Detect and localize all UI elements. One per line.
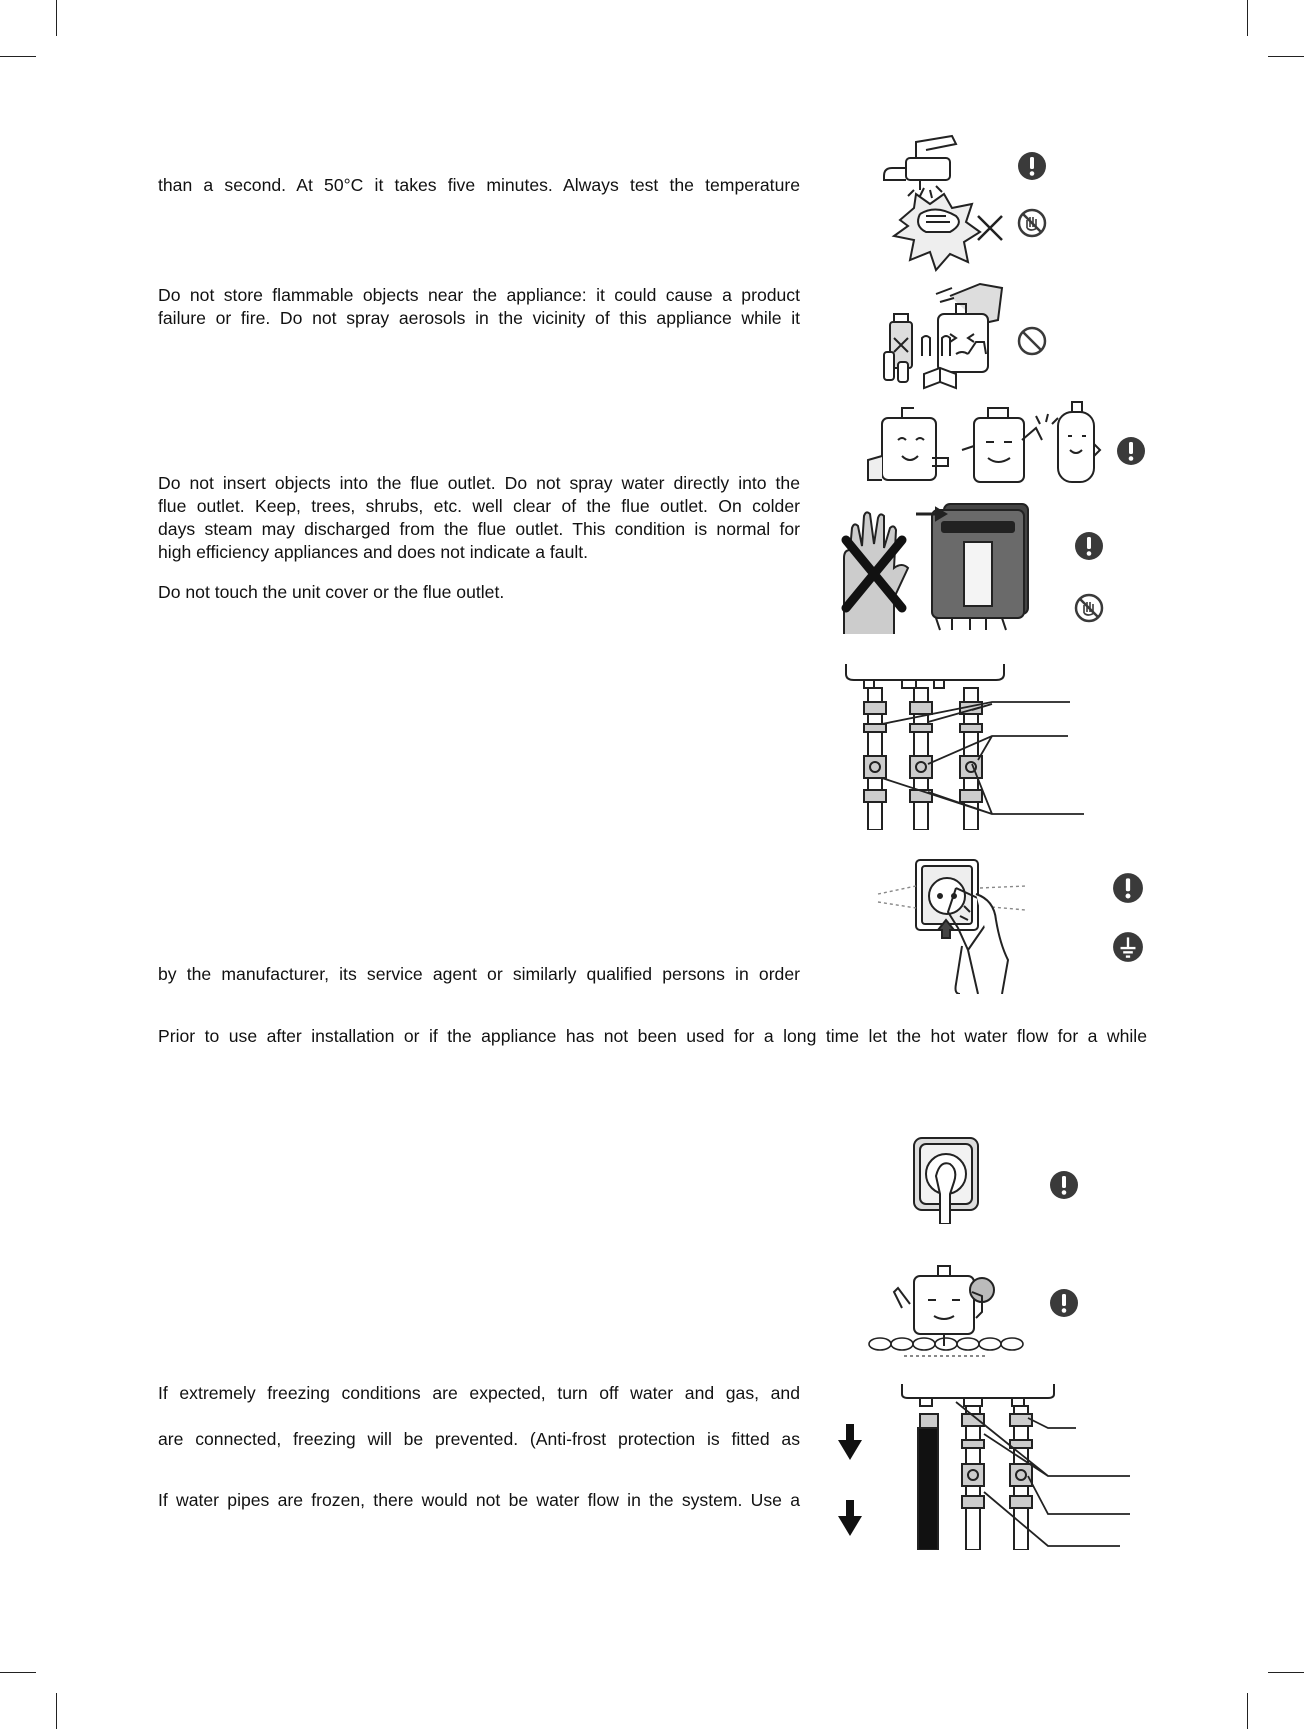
flue-warning-line1: Do not insert objects into the flue outlet. Do not spray water directly into the xyxy=(158,473,800,493)
caution-icon xyxy=(1017,151,1047,181)
crop-mark-bottom-right-v xyxy=(1247,1693,1248,1729)
faucet-scald-illustration xyxy=(880,128,1030,280)
down-arrow-2 xyxy=(838,1500,862,1536)
flue-warning-line4: high efficiency appliances and does not indicate a fault. xyxy=(158,542,589,562)
hand-flue-illustration xyxy=(836,498,1036,634)
crop-mark-bottom-left-h xyxy=(0,1672,36,1673)
no-touch-icon xyxy=(1074,593,1104,623)
crop-mark-top-right-h xyxy=(1268,56,1304,57)
caution-icon xyxy=(1074,531,1104,561)
caution-icon xyxy=(1049,1288,1079,1318)
caution-icon xyxy=(1112,872,1144,904)
cartoon-heater-pipes-illustration xyxy=(864,1262,1024,1358)
frozen-pipes-text: If water pipes are frozen, there would not be water flow in the system. Use a xyxy=(158,1490,800,1510)
prohibited-icon xyxy=(1017,326,1047,356)
ground-icon xyxy=(1112,931,1144,963)
crop-mark-top-right-v xyxy=(1247,0,1248,36)
down-arrow-1 xyxy=(838,1424,862,1460)
anti-frost-text: are connected, freezing will be prevented. (Anti-frost protection is fitted as xyxy=(158,1429,800,1449)
flammable-warning-line1: Do not store flammable objects near the appliance: it could cause a product xyxy=(158,285,800,305)
no-touch-icon xyxy=(1017,208,1047,238)
scald-warning-text: than a second. At 50°C it takes five minutes. Always test the temperature xyxy=(158,175,800,195)
plug-outlet-illustration xyxy=(910,1134,986,1224)
flammable-objects-illustration xyxy=(880,280,1010,392)
cartoon-heaters-illustration xyxy=(862,400,1102,486)
freezing-text: If extremely freezing conditions are expected, turn off water and gas, and xyxy=(158,1383,800,1403)
crop-mark-bottom-right-h xyxy=(1268,1672,1304,1673)
flue-warning-line2: flue outlet. Keep, trees, shrubs, etc. well clear of the flue outlet. On colder xyxy=(158,496,800,516)
crop-mark-top-left-v xyxy=(56,0,57,36)
pipe-valve-diagram xyxy=(842,664,1088,830)
caution-icon xyxy=(1116,436,1146,466)
plug-socket-illustration xyxy=(876,854,1026,994)
flue-warning-line3: days steam may discharged from the flue outlet. This condition is normal for xyxy=(158,519,800,539)
caution-icon xyxy=(1049,1170,1079,1200)
crop-mark-bottom-left-v xyxy=(56,1693,57,1729)
touch-warning-text: Do not touch the unit cover or the flue outlet. xyxy=(158,582,505,602)
prior-use-text: Prior to use after installation or if the appliance has not been used for a long time let the hot water flow for a while xyxy=(158,1026,1147,1046)
service-text: by the manufacturer, its service agent or similarly qualified persons in order xyxy=(158,964,800,984)
crop-mark-top-left-h xyxy=(0,56,36,57)
drain-pipe-diagram xyxy=(898,1384,1134,1550)
flammable-warning-line2: failure or fire. Do not spray aerosols in the vicinity of this appliance while it xyxy=(158,308,800,328)
